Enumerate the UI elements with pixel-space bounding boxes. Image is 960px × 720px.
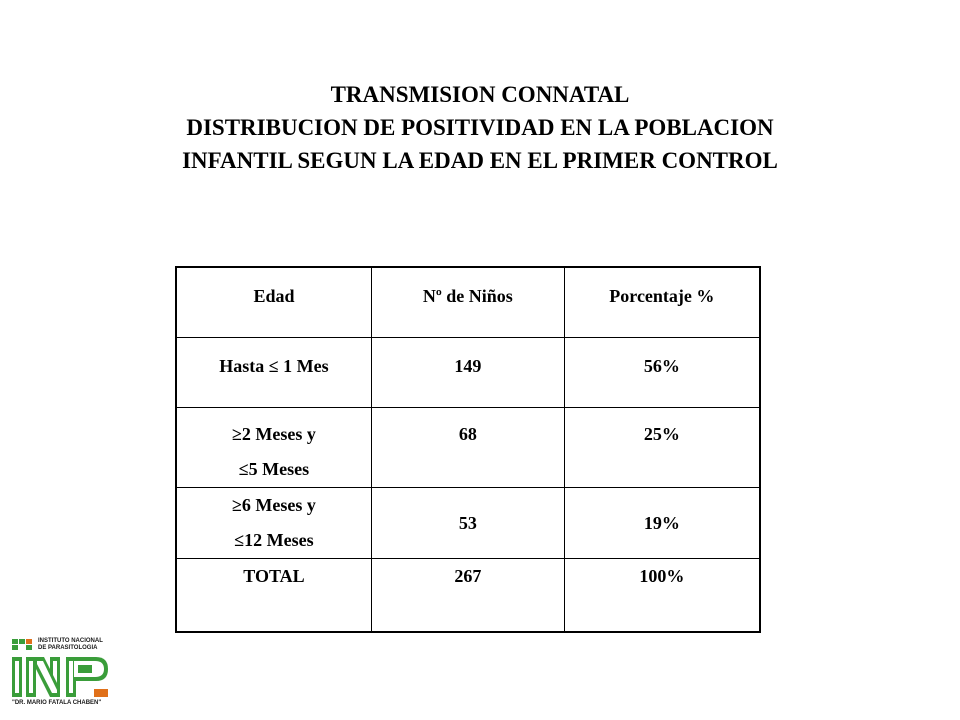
table-row [176,337,760,407]
cell-ninos: 267 [371,558,564,632]
cell-edad: TOTAL [176,558,371,632]
cell-edad: Hasta ≤ 1 Mes [176,337,371,407]
slide-title [0,78,960,177]
cell-pct: 56% [564,337,760,407]
cell-ninos: 53 [371,487,564,558]
logo-text-line3: "DR. MARIO FATALA CHABEN" [12,700,102,706]
cell-pct: 25% [564,407,760,487]
header-porcentaje: Porcentaje % [564,267,760,337]
table-row [176,487,760,558]
header-ninos: Nº de Niños [371,267,564,337]
table-header-row [176,267,760,337]
cell-edad: ≥6 Meses y ≤12 Meses [176,487,371,558]
logo-text-line1: INSTITUTO NACIONAL [38,638,103,644]
cell-pct: 19% [564,487,760,558]
cell-ninos: 149 [371,337,564,407]
title-line-3: INFANTIL SEGUN LA EDAD EN EL PRIMER CONTROL [182,148,778,173]
title-line-2: DISTRIBUCION DE POSITIVIDAD EN LA POBLACION [186,115,774,140]
cell-ninos: 68 [371,407,564,487]
title-line-1: TRANSMISION CONNATAL [330,82,630,107]
cell-pct: 100% [564,558,760,632]
logo-text-line2: DE PARASITOLOGIA [38,645,98,651]
table-row-total [176,558,760,632]
inp-logo [12,637,117,709]
header-edad: Edad [176,267,371,337]
cell-edad: ≥2 Meses y ≤5 Meses [176,407,371,487]
age-distribution-table [175,266,761,633]
table-row [176,407,760,487]
